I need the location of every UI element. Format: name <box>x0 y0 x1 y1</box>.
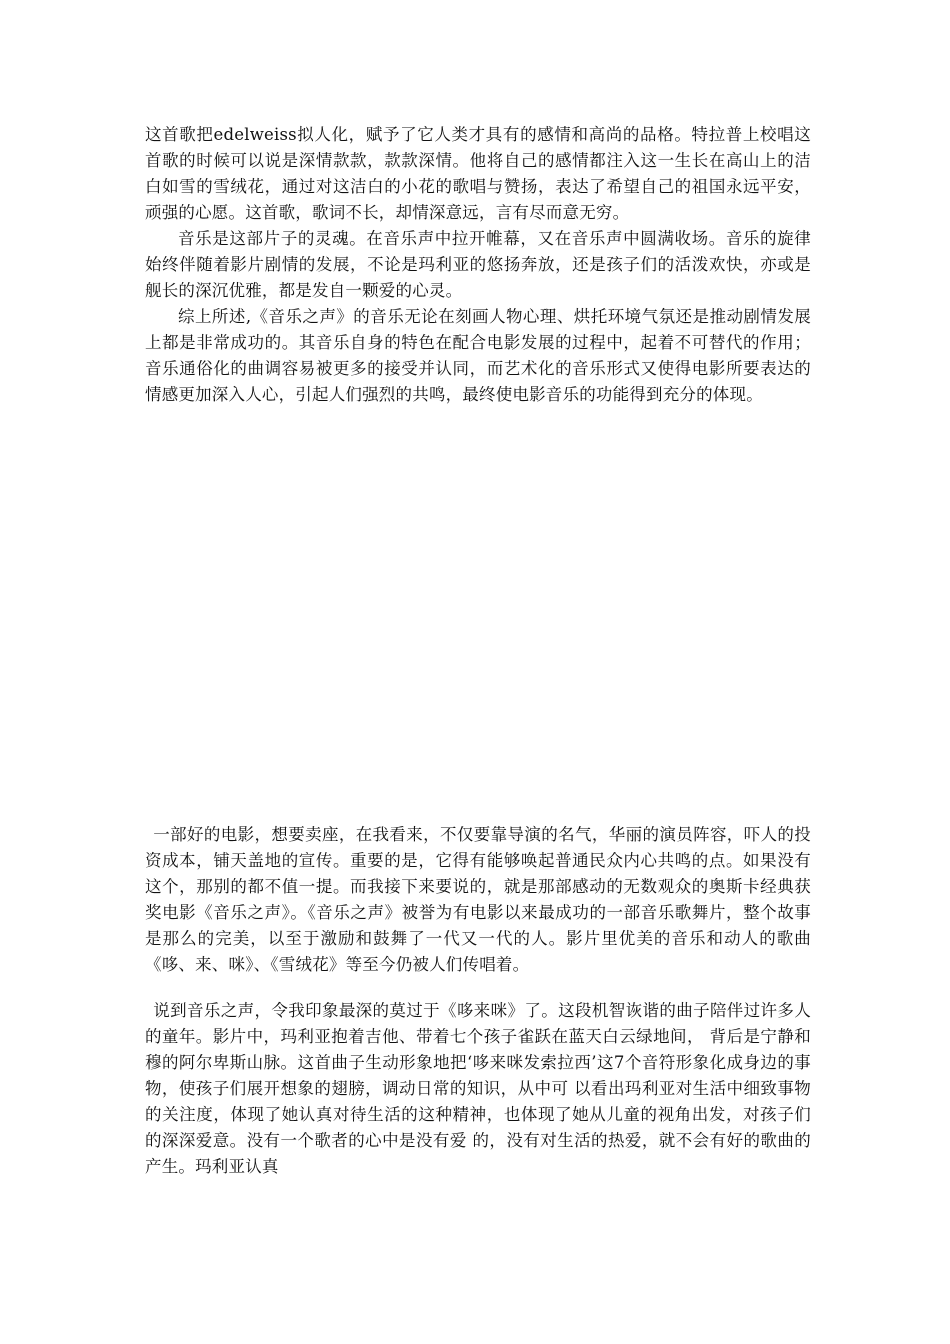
paragraph-edelweiss: 这首歌把edelweiss拟人化，赋予了它人类才具有的感情和高尚的品格。特拉普上校唱这首歌的时候可以说是深情款款，款款深情。他将自己的感情都注入这一生长在高山上的洁白如雪的雪绒花，通过对这洁白的小花的歌唱与赞扬，表达了希望自己的祖国永远平安，顽强的心愿。这首歌，歌词不长，却情深意远，言有尽而意无穷。 <box>145 125 811 222</box>
top-text-section <box>145 122 811 408</box>
paragraph-summary: 综上所述,《音乐之声》的音乐无论在刻画人物心理、烘托环境气氛还是推动剧情发展上都是非常成功的。其音乐自身的特色在配合电影发展的过程中，起着不可替代的作用；音乐通俗化的曲调容易被更多的接受并认同，而艺术化的音乐形式又使得电影所要表达的情感更加深入人心，引起人们强烈的共鸣，最终使电影音乐的功能得到充分的体现。 <box>145 307 811 404</box>
paragraph-good-film: 一部好的电影，想要卖座，在我看来，不仅要靠导演的名气，华丽的演员阵容，吓人的投资成本，铺天盖地的宣传。重要的是，它得有能够唤起普通民众内心共鸣的点。如果没有这个，那别的都不值一提。而我接下来要说的，就是那部感动的无数观众的奥斯卡经典获奖电影《音乐之声》。《音乐之声》被誉为有电影以来最成功的一部音乐歌舞片，整个故事是那么的完美，以至于激励和鼓舞了一代又一代的人。影片里优美的音乐和动人的歌曲《哆、来、咪》、《雪绒花》等至今仍被人们传唱着。 <box>145 825 811 974</box>
paragraph-do-re-mi: 说到音乐之声，令我印象最深的莫过于《哆来咪》了。这段机智诙谐的曲子陪伴过许多人的童年。影片中，玛利亚抱着吉他、带着七个孩子雀跃在蓝天白云绿地间， 背后是宁静和穆的阿尔卑斯山脉。这首曲子生动形象地把‘哆来咪发索拉西’这7个音符形象化成身边的事物，使孩子们展开想象的翅膀，调动日常的知识，从中可 以看出玛利亚对生活中细致事物的关注度，体现了她认真对待生活的这种精神，也体现了她从儿童的视角出发，对孩子们的深深爱意。没有一个歌者的心中是没有爱 的，没有对生活的热爱，就不会有好的歌曲的产生。玛利亚认真 <box>145 1001 811 1176</box>
bottom-text-section <box>145 822 811 1180</box>
paragraph-music-soul: 音乐是这部片子的灵魂。在音乐声中拉开帷幕，又在音乐声中圆满收场。音乐的旋律始终伴随着影片剧情的发展，不论是玛利亚的悠扬奔放，还是孩子们的活泼欢快，亦或是舰长的深沉优雅，都是发自一颗爱的心灵。 <box>145 229 811 300</box>
